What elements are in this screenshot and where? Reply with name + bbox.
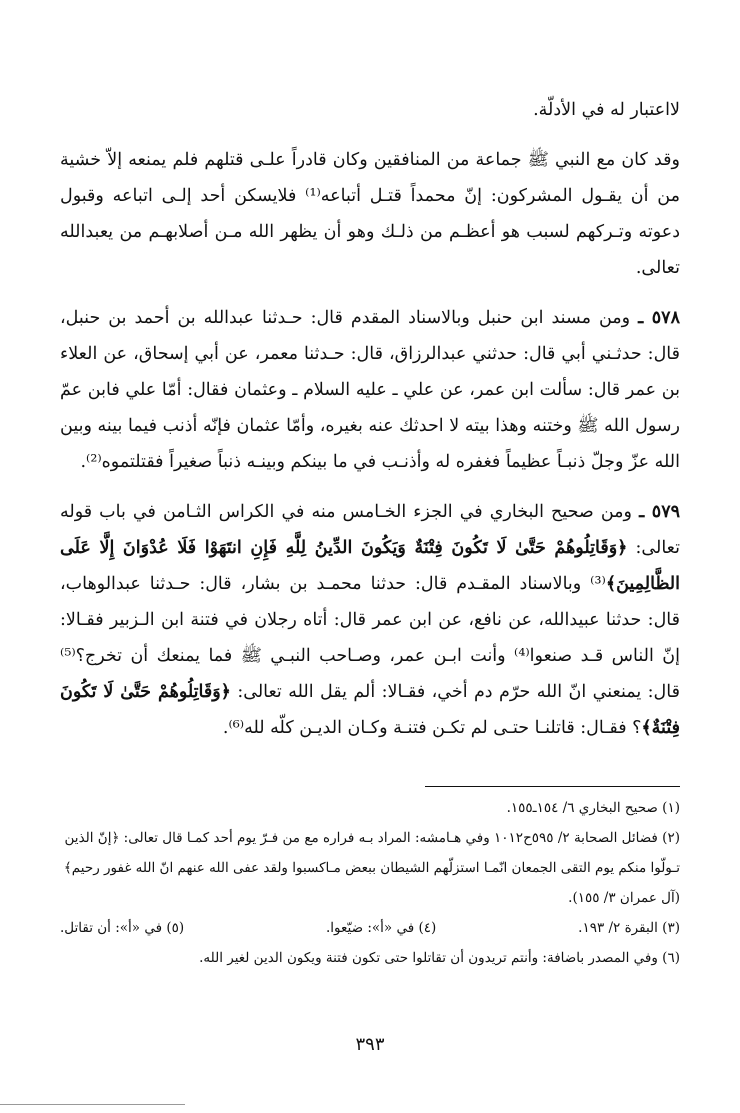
footnote-1: (١) صحيح البخاري ٦/ ١٥٤ـ١٥٥.: [506, 800, 680, 816]
footnote-5: (٥) في «أ»: أن تقاتل.: [60, 920, 185, 936]
footnote-divider: [425, 786, 680, 787]
hadith-number-578: ٥٧٨ ـ: [638, 308, 680, 328]
scan-edge-line: [0, 1104, 185, 1105]
footnotes: [60, 786, 680, 973]
footnote-row-3-5: [60, 913, 680, 943]
footnote-6: (٦) وفي المصدر باضافة: وأنتم تريدون أن تقاتلوا حتى تكون فتنة ويكون الدين لغير الله.: [199, 950, 680, 966]
hadith-number-579: ٥٧٩ ـ: [639, 502, 680, 522]
quran-verse-2: ﴿وَقَاتِلُوهُمْ حَتَّىٰ لَا تَكُونَ فِتْنَةٌ﴾: [60, 682, 680, 738]
footnote-4: (٤) في «أ»: ضيّعوا.: [326, 920, 437, 936]
hadith-text-579-c: ؟ فقـال: قاتلنـا حتـى لم تكـن فتنـة وكـان الديـن كلّه لله⁽⁶⁾.: [222, 718, 642, 738]
footnote-2: (٢) فضائل الصحابة ٢/ ٥٩٥ح١٠١٢ وفي هـامشه: المراد بـه فراره مع من فـرّ يوم أحد كمـا قال تعالى: ﴿إنّ الذين تـولّوا منكم يوم التقى الجمعان انّمـا استزلّهم الشيطان ببعض مـاكسبوا ولقد عفى الله عنهم انّ الله غفور رحيم﴾ (آل عمران ٣/ ١٥٥).: [63, 830, 680, 906]
footnote-3: (٣) البقرة ٢/ ١٩٣.: [578, 920, 680, 936]
page-number: ٣٩٣: [355, 1034, 385, 1055]
hadith-text-579-b: ⁽³⁾ وبالاسناد المقـدم قال: حدثنا محمـد بن بشار، قال: حـدثنا عبدالوهاب، قال: حدثنا عبيدالله، عن نافع، عن ابن عمر قال: أتاه رجلان في فتنة ابن الـزبير فقـالا: إنّ الناس قـد صنعوا⁽⁴⁾ وأنت ابـن عمر، وصـاحب النبـي ﷺ فما يمنعك أن تخرج؟⁽⁵⁾ قال: يمنعني انّ الله حرّم دم أخي، فقـالا: ألم يقل الله تعالى:: [60, 574, 680, 702]
hadith-text-578: ومن مسند ابن حنبل وبالاسناد المقدم قال: حـدثنا عبدالله بن أحمد بن حنبل، قال: حدثـني أبي قال: حدثني عبدالرزاق، قال: حـدثنا معمر، عن أبي إسحاق، عن العلاء بن عمر قال: سألت ابن عمر، عن علي ـ عليه السلام ـ وعثمان فقال: أمّا علي فابن عمّ رسول الله ﷺ وختنه وهذا بيته لا احدثك عنه بغيره، وأمّا عثمان فإنّه أذنب فيما بينه وبين الله عزّ وجلّ ذنبـاً عظيماً فغفره له وأذنـب في ما بينكم وبينـه ذنباً صغيراً فقتلتموه⁽²⁾.: [60, 308, 680, 472]
intro-line: لااعتبار له في الأدلّة.: [533, 100, 680, 120]
paragraph-intro: وقد كان مع النبي ﷺ جماعة من المنافقين وكان قادراً علـى قتلهم فلم يمنعه إلاّ خشية من أن يقـول المشركون: إنّ محمداً قتـل أتباعه⁽¹⁾ فلايسكن أحد إلـى اتباعه وقبول دعوته وتـركهم لسبب هو أعظـم من ذلـك وهو أن يظهر الله مـن أصلابهـم من يعبدالله تعالى.: [60, 150, 680, 278]
page-body: [60, 92, 680, 746]
quran-verse-1: ﴿وَقَاتِلُوهُمْ حَتَّىٰ لَا تَكُونَ فِتْنَةٌ وَيَكُونَ الدِّينُ لِلَّهِ فَإِنِ انتَهَوْا فَلَا عُدْوَانَ إِلَّا عَلَى الظَّالِمِينَ﴾: [60, 538, 680, 594]
paragraph-579: [60, 494, 680, 746]
hadith-text-579-a: ومن صحيح البخاري في الجزء الخـامس منه في الكراس الثـامن في باب قوله تعالى:: [60, 502, 680, 558]
paragraph-578: [60, 300, 680, 480]
